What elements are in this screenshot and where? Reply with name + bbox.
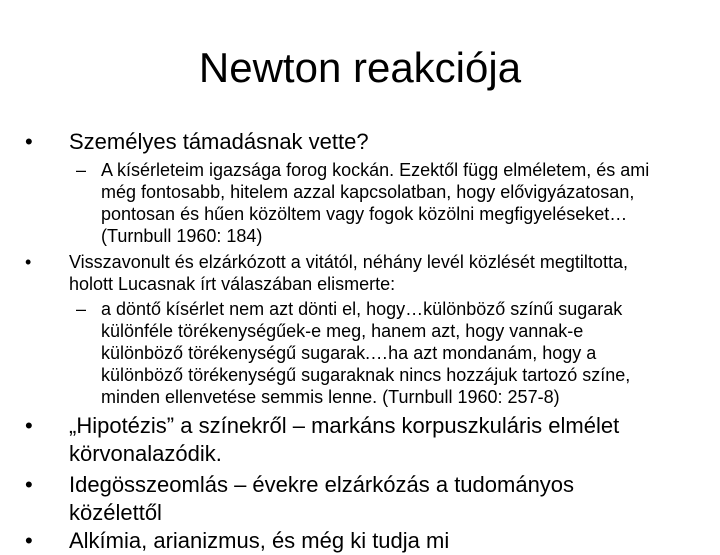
dash-marker: – [76, 299, 87, 319]
bullet-dot: • [25, 472, 33, 497]
item-line: a döntő kísérlet nem azt dönti el, hogy…különböző színű sugarak [101, 299, 623, 319]
item-line: A kísérleteim igazsága forog kockán. Ezektől függ elméletem, és ami [101, 160, 650, 180]
sub-item [76, 298, 713, 408]
item-line: (Turnbull 1960: 184) [101, 226, 263, 246]
item-line: különböző törékenységű sugaraknak nincs hozzájuk tartozó színe, [101, 365, 631, 385]
item-line: minden ellenvetése semmis lenne. (Turnbull 1960: 257-8) [101, 387, 560, 407]
item-line: Visszavonult és elzárkózott a vitától, néhány levél közlését megtiltotta, [69, 252, 628, 272]
bullet-item [25, 251, 709, 295]
item-line: még fontosabb, hitelem azzal kapcsolatban, hogy elővigyázatosan, [101, 182, 635, 202]
dash-marker: – [76, 160, 87, 180]
bullet-dot: • [25, 413, 33, 438]
sub-item [76, 159, 713, 247]
bullet-dot: • [25, 252, 32, 272]
item-line: holott Lucasnak írt válaszában elismerte: [69, 274, 396, 294]
bullet-dot: • [25, 129, 33, 154]
bullet-item [25, 412, 709, 468]
item-line: közélettől [69, 500, 162, 525]
item-line: pontosan és hűen közöltem vagy fogok közölni megfigyeléseket… [101, 204, 628, 224]
item-line: Alkímia, arianizmus, és még ki tudja mi [69, 528, 450, 553]
item-line: Személyes támadásnak vette? [69, 129, 369, 154]
bullet-item [25, 527, 709, 555]
item-line: különféle törékenységűek-e meg, hanem azt, hogy vannak-e [101, 321, 584, 341]
bullet-dot: • [25, 528, 33, 553]
item-line: körvonalazódik. [69, 441, 222, 466]
slide-title: Newton reakciója [198, 44, 522, 91]
bullet-item [25, 471, 709, 527]
bullet-item [25, 128, 709, 156]
item-line: Idegösszeomlás – évekre elzárkózás a tudományos [69, 472, 575, 497]
item-line: „Hipotézis” a színekről – markáns korpuszkuláris elmélet [69, 413, 620, 438]
item-line: különböző törékenységű sugarak.…ha azt mondanám, hogy a [101, 343, 597, 363]
